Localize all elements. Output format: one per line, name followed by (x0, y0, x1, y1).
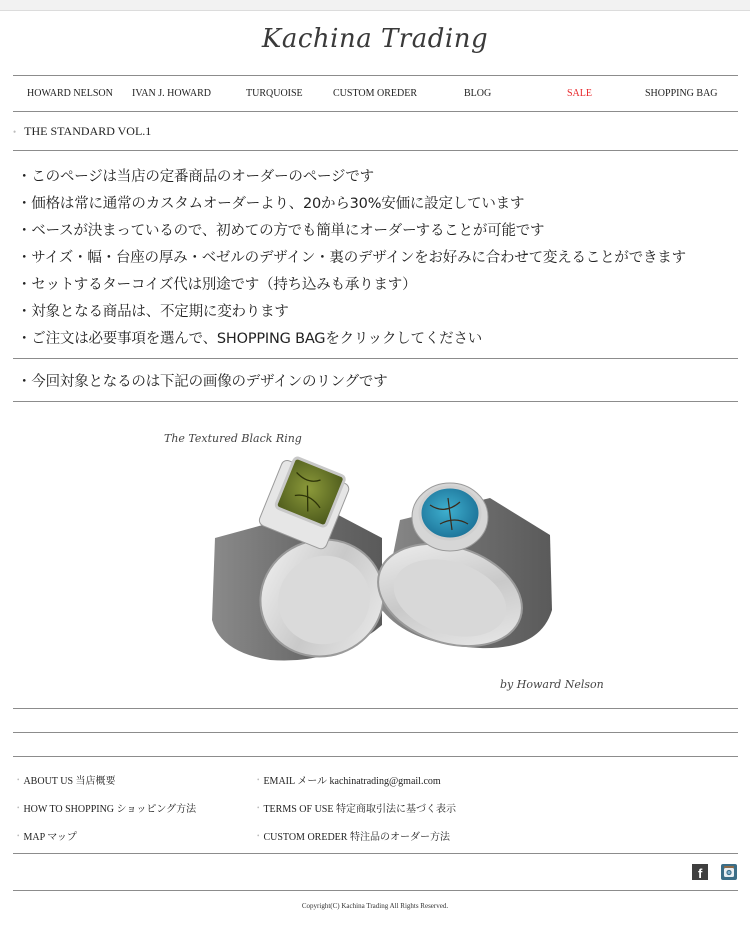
divider (13, 401, 738, 402)
nav-sale[interactable]: SALE (567, 88, 592, 99)
footer-link-terms[interactable] (257, 800, 456, 815)
divider (13, 708, 738, 709)
copyright: Copyright(C) Kachina Trading All Rights Reserved. (301, 902, 449, 910)
footer-link-email[interactable] (257, 772, 441, 787)
info-list (17, 164, 686, 353)
bullet-icon: • (257, 804, 260, 812)
bullet-icon: • (257, 832, 260, 840)
footer-link-about[interactable] (17, 772, 116, 787)
divider (13, 756, 738, 757)
svg-text:f: f (698, 866, 703, 880)
info-line: ・セットするターコイズ代は別途です（持ち込みも承ります） (17, 277, 417, 293)
bullet-icon: • (17, 832, 20, 840)
bullet-icon: • (257, 776, 260, 784)
divider (13, 111, 738, 112)
footer-link-label: CUSTOM OREDER 特注品のオーダー方法 (263, 832, 450, 843)
info-line: ・対象となる商品は、不定期に変わります (17, 304, 289, 320)
divider (13, 890, 738, 891)
main-nav (13, 76, 738, 111)
section-title (13, 124, 151, 139)
footer-link-label: MAP マップ (23, 832, 77, 843)
facebook-icon[interactable] (692, 864, 708, 880)
info-line: ・サイズ・幅・台座の厚み・ベゼルのデザイン・裏のデザインをお好みに合わせて変えることができます (17, 250, 686, 266)
bullet-icon: • (17, 804, 20, 812)
footer-link-label: TERMS OF USE 特定商取引法に基づく表示 (263, 804, 456, 815)
footer-link-label: HOW TO SHOPPING ショッピング方法 (23, 804, 197, 815)
instagram-icon[interactable] (721, 864, 737, 880)
info-line: ・ご注文は必要事項を選んで、SHOPPING BAGをクリックしてください (17, 331, 483, 347)
divider (13, 358, 738, 359)
section-title-text: THE STANDARD VOL.1 (24, 124, 152, 138)
nav-custom-order[interactable]: CUSTOM OREDER (333, 88, 417, 99)
divider (13, 150, 738, 151)
info-line: ・このページは当店の定番商品のオーダーのページです (17, 169, 374, 185)
caption-top: The Textured Black Ring (164, 432, 302, 445)
nav-shopping-bag[interactable]: SHOPPING BAG (645, 88, 718, 99)
footer-link-custom-order[interactable] (257, 828, 450, 843)
bullet-icon: • (17, 776, 20, 784)
divider (13, 853, 738, 854)
target-note: ・今回対象となるのは下記の画像のデザインのリングです (17, 374, 388, 390)
site-logo[interactable]: Kachina Trading (261, 24, 489, 54)
info-line: ・ベースが決まっているので、初めての方でも簡単にオーダーすることが可能です (17, 223, 545, 239)
divider (13, 732, 738, 733)
nav-ivan-j-howard[interactable]: IVAN J. HOWARD (132, 88, 211, 99)
footer-link-label: EMAIL メール kachinatrading@gmail.com (263, 776, 441, 787)
info-line: ・価格は常に通常のカスタムオーダーより、20から30%安価に設定しています (17, 196, 525, 212)
browser-top-strip (0, 0, 750, 11)
footer-link-label: ABOUT US 当店概要 (23, 776, 116, 787)
bullet-icon: • (13, 127, 17, 137)
nav-howard-nelson[interactable]: HOWARD NELSON (27, 88, 113, 99)
caption-bottom: by Howard Nelson (500, 678, 604, 691)
footer-link-how-to-shopping[interactable] (17, 800, 196, 815)
nav-blog[interactable]: BLOG (464, 88, 492, 99)
nav-turquoise[interactable]: TURQUOISE (246, 88, 303, 99)
footer-link-map[interactable] (17, 828, 77, 843)
product-ring-image (160, 420, 610, 695)
